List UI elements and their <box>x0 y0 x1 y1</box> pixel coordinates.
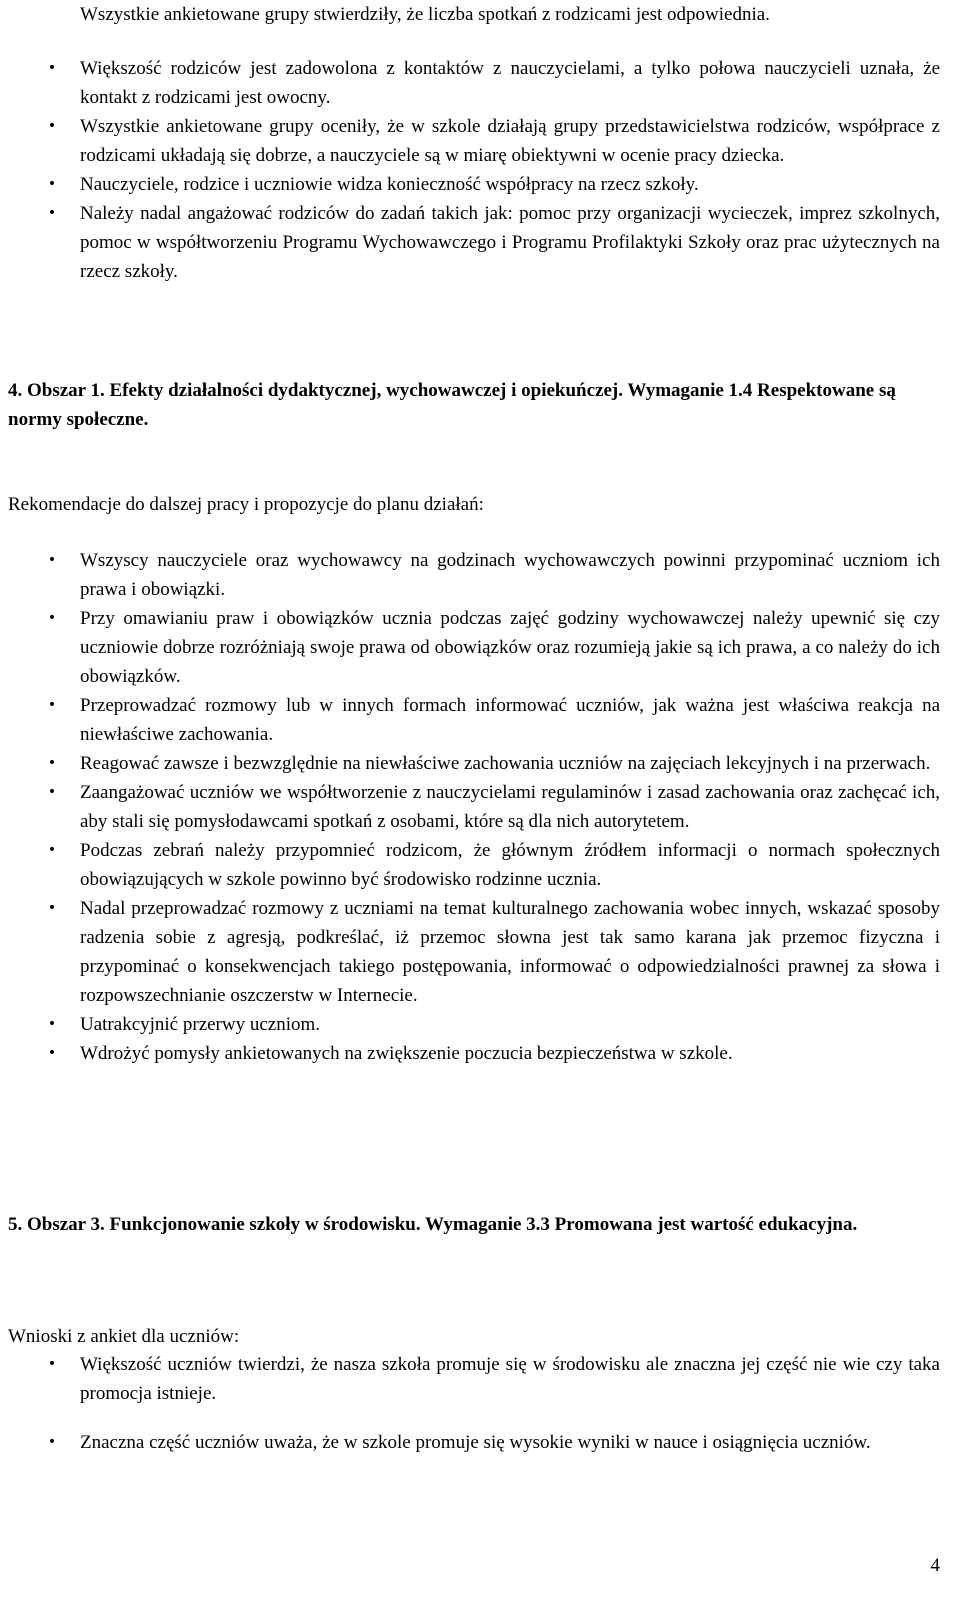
list-item <box>40 54 940 112</box>
list-item-text: Podczas zebrań należy przypomnieć rodzicom, że głównym źródłem informacji o normach społecznych obowiązujących w szkole powinno być środowisko rodzinne ucznia. <box>80 840 940 890</box>
list-item-text: Wszystkie ankietowane grupy oceniły, że w szkole działają grupy przedstawicielstwa rodziców, współprace z rodzicami układają się dobrze, a nauczyciele są w miarę obiektywni w ocenie pracy dziecka. <box>80 116 940 166</box>
bullet-icon: • <box>47 784 57 800</box>
list-item <box>40 1039 940 1068</box>
list-item-text: Wdrożyć pomysły ankietowanych na zwiększenie poczucia bezpieczeństwa w szkole. <box>80 1043 733 1064</box>
section-4-intro: Rekomendacje do dalszej pracy i propozycje do planu działań: <box>8 494 484 515</box>
list-item <box>40 112 940 170</box>
bullet-icon: • <box>47 118 57 134</box>
list-item-text: Zaangażować uczniów we współtworzenie z nauczycielami regulaminów i zasad zachowania oraz zachęcać ich, aby stali się pomysłodawcami spotkań z osobami, które są dla nich autorytetem. <box>80 782 940 832</box>
bullet-icon: • <box>47 1016 57 1032</box>
list-item-text: Należy nadal angażować rodziców do zadań takich jak: pomoc przy organizacji wycieczek, imprez szkolnych, pomoc w współtworzeniu Programu Wychowawczego i Programu Profilaktyki Szkoły oraz prac użytecznych na rzecz szkoły. <box>80 203 940 282</box>
list-item <box>40 1428 940 1457</box>
list-item <box>40 546 940 604</box>
bullet-icon: • <box>47 205 57 221</box>
list-item <box>40 170 940 199</box>
bullet-icon: • <box>47 1356 57 1372</box>
list-item <box>40 1010 940 1039</box>
bullet-icon: • <box>47 755 57 771</box>
list-item <box>40 1350 940 1408</box>
list-item-text: Uatrakcyjnić przerwy uczniom. <box>80 1014 321 1035</box>
bullet-icon: • <box>47 842 57 858</box>
intro-bullet-list <box>40 54 940 286</box>
list-item <box>40 691 940 749</box>
list-item-text: Większość uczniów twierdzi, że nasza szkoła promuje się w środowisku ale znaczna jej część nie wie czy taka promocja istnieje. <box>80 1354 940 1404</box>
bullet-icon: • <box>47 610 57 626</box>
list-item <box>40 199 940 286</box>
bullet-icon: • <box>47 1434 57 1450</box>
bullet-icon: • <box>47 552 57 568</box>
recommendations-bullet-list <box>40 546 940 1068</box>
list-item-text: Znaczna część uczniów uważa, że w szkole promuje się wysokie wyniki w nauce i osiągnięcia uczniów. <box>80 1432 871 1453</box>
bullet-icon: • <box>47 697 57 713</box>
section-5-heading: 5. Obszar 3. Funkcjonowanie szkoły w środowisku. Wymaganie 3.3 Promowana jest wartość edukacyjna. <box>8 1214 858 1235</box>
list-item-text: Reagować zawsze i bezwzględnie na niewłaściwe zachowania uczniów na zajęciach lekcyjnych i na przerwach. <box>80 753 931 774</box>
page-number: 4 <box>930 1555 940 1576</box>
bullet-icon: • <box>47 176 57 192</box>
bullet-icon: • <box>47 1045 57 1061</box>
section-4-heading: 4. Obszar 1. Efekty działalności dydaktycznej, wychowawczej i opiekuńczej. Wymaganie 1.4 Respektowane są normy społeczne. <box>8 380 896 430</box>
list-item <box>40 778 940 836</box>
bullet-icon: • <box>47 60 57 76</box>
observations-bullet-list <box>40 1350 940 1457</box>
section-5-intro: Wnioski z ankiet dla uczniów: <box>8 1326 240 1347</box>
list-item <box>40 749 940 778</box>
list-item-text: Wszyscy nauczyciele oraz wychowawcy na godzinach wychowawczych powinni przypominać uczniom ich prawa i obowiązki. <box>80 550 940 600</box>
list-item <box>40 836 940 894</box>
list-item-text: Nauczyciele, rodzice i uczniowie widza konieczność współpracy na rzecz szkoły. <box>80 174 699 195</box>
list-item-text: Większość rodziców jest zadowolona z kontaktów z nauczycielami, a tylko połowa nauczycieli uznała, że kontakt z rodzicami jest owocny. <box>80 58 940 108</box>
intro-continuation: Wszystkie ankietowane grupy stwierdziły, że liczba spotkań z rodzicami jest odpowiednia. <box>80 4 770 25</box>
list-item <box>40 604 940 691</box>
list-item <box>40 894 940 1010</box>
bullet-icon: • <box>47 900 57 916</box>
list-item-text: Nadal przeprowadzać rozmowy z uczniami na temat kulturalnego zachowania wobec innych, wskazać sposoby radzenia sobie z agresją, podkreślać, iż przemoc słowna jest tak samo karana jak przemoc fizyczna i przypominać o konsekwencjach takiego postępowania, informować o odpowiedzialności prawnej za słowa i rozpowszechnianie oszczerstw w Internecie. <box>80 898 940 1006</box>
list-item-text: Przeprowadzać rozmowy lub w innych formach informować uczniów, jak ważna jest właściwa reakcja na niewłaściwe zachowania. <box>80 695 940 745</box>
list-item-text: Przy omawianiu praw i obowiązków ucznia podczas zajęć godziny wychowawczej należy upewnić się czy uczniowie dobrze rozróżniają swoje prawa od obowiązków oraz rozumieją jakie są ich prawa, a co należy do ich obowiązków. <box>80 608 940 687</box>
